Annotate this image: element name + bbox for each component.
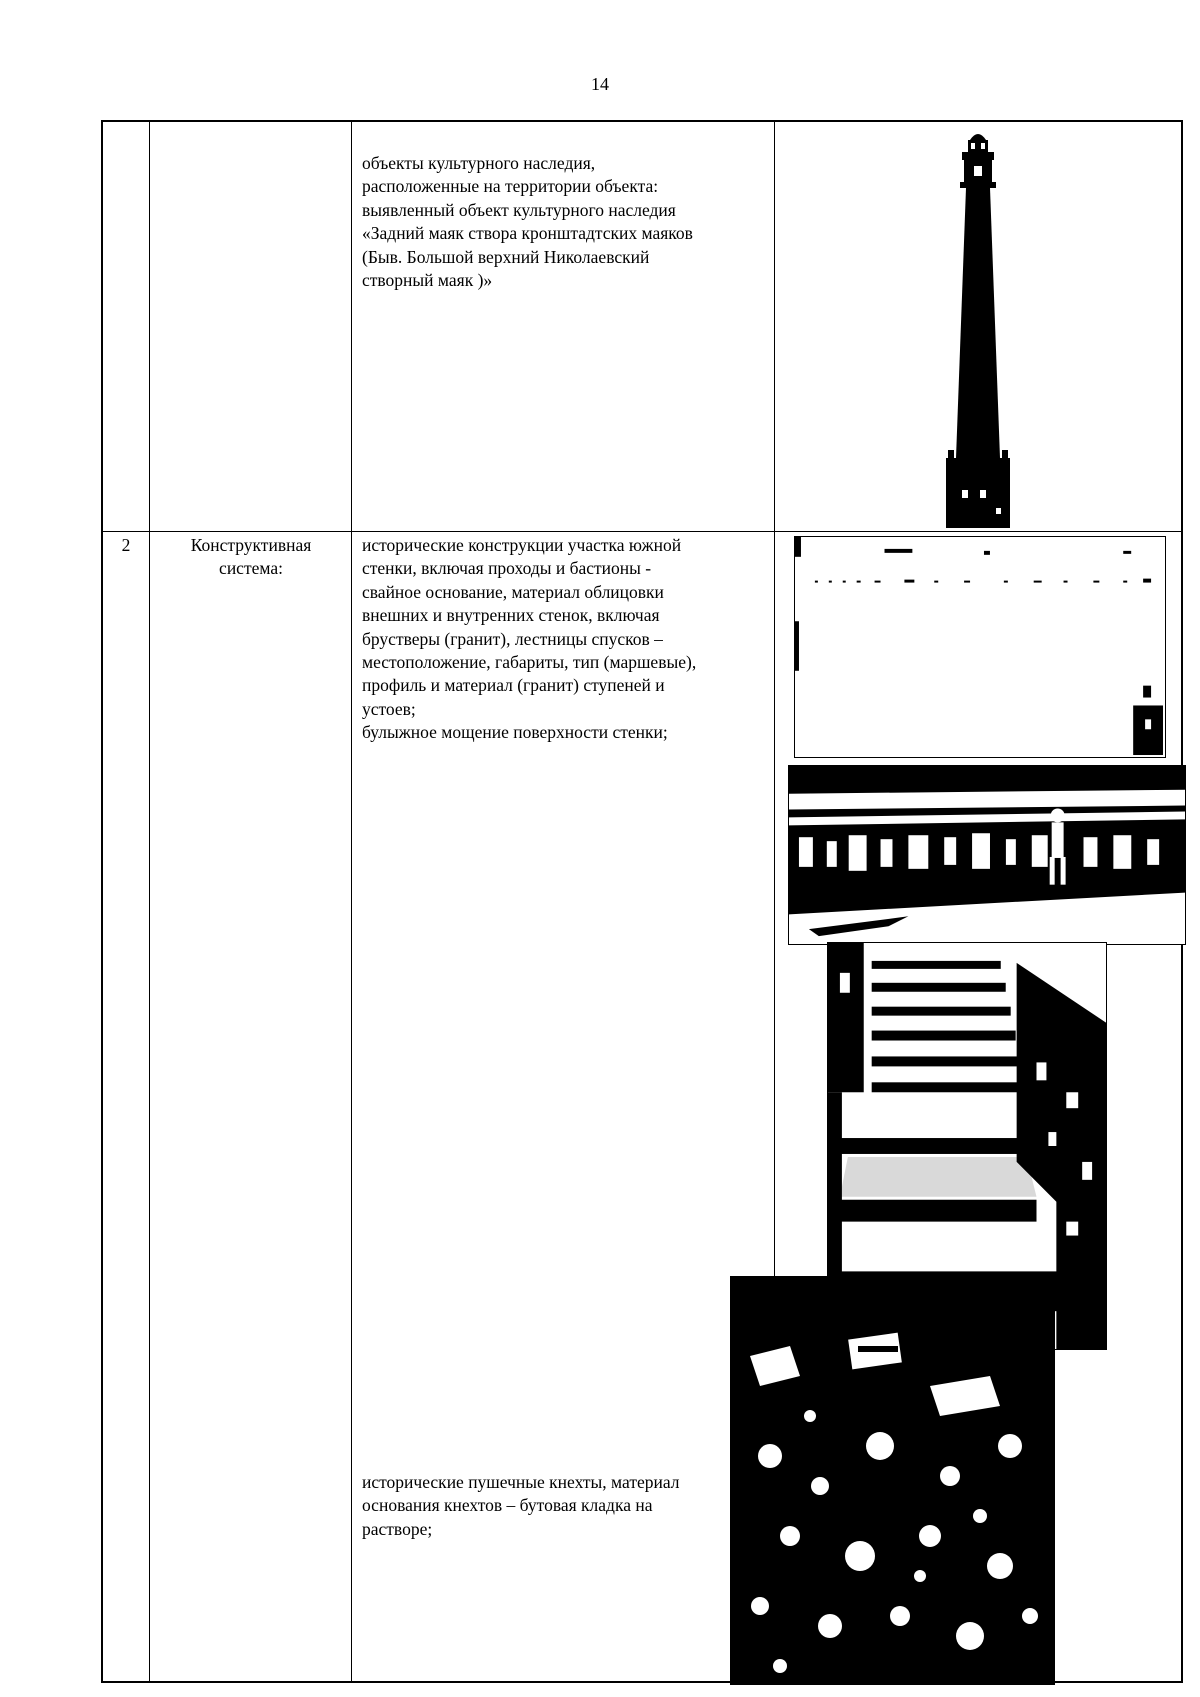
page-number: 14	[591, 74, 609, 94]
cannon-bollard-photo	[730, 1276, 1055, 1685]
column-divider	[149, 122, 150, 1681]
column-divider	[351, 122, 352, 1681]
quay-wall-photo	[788, 765, 1186, 945]
row-2-name: Конструктивная система:	[190, 535, 312, 579]
row-2-number: 2	[121, 535, 131, 555]
row-divider	[103, 531, 1181, 532]
embankment-photo	[794, 536, 1166, 758]
row-2-description: исторические конструкции участка южной стенки, включая проходы и бастионы - свайное основание, материал облицовки внешних и внутренних стенок, включая брустверы (гранит), лестницы спусков – местоположение, габариты, тип (маршевые), профиль и материал (гранит) ступеней и устоев; булыжное мощение поверхности стенки;	[362, 535, 697, 743]
row-2-description-cannon-bollards: исторические пушечные кнехты, материал основания кнехтов – бутовая кладка на растворе;	[362, 1472, 680, 1539]
heritage-table	[101, 120, 1183, 1683]
row-1-description: объекты культурного наследия, расположенные на территории объекта: выявленный объект культурного наследия «Задний маяк створа кронштадтских маяков (Быв. Большой верхний Николаевский створный маяк )»	[362, 153, 693, 291]
lighthouse-photo	[928, 128, 1028, 529]
